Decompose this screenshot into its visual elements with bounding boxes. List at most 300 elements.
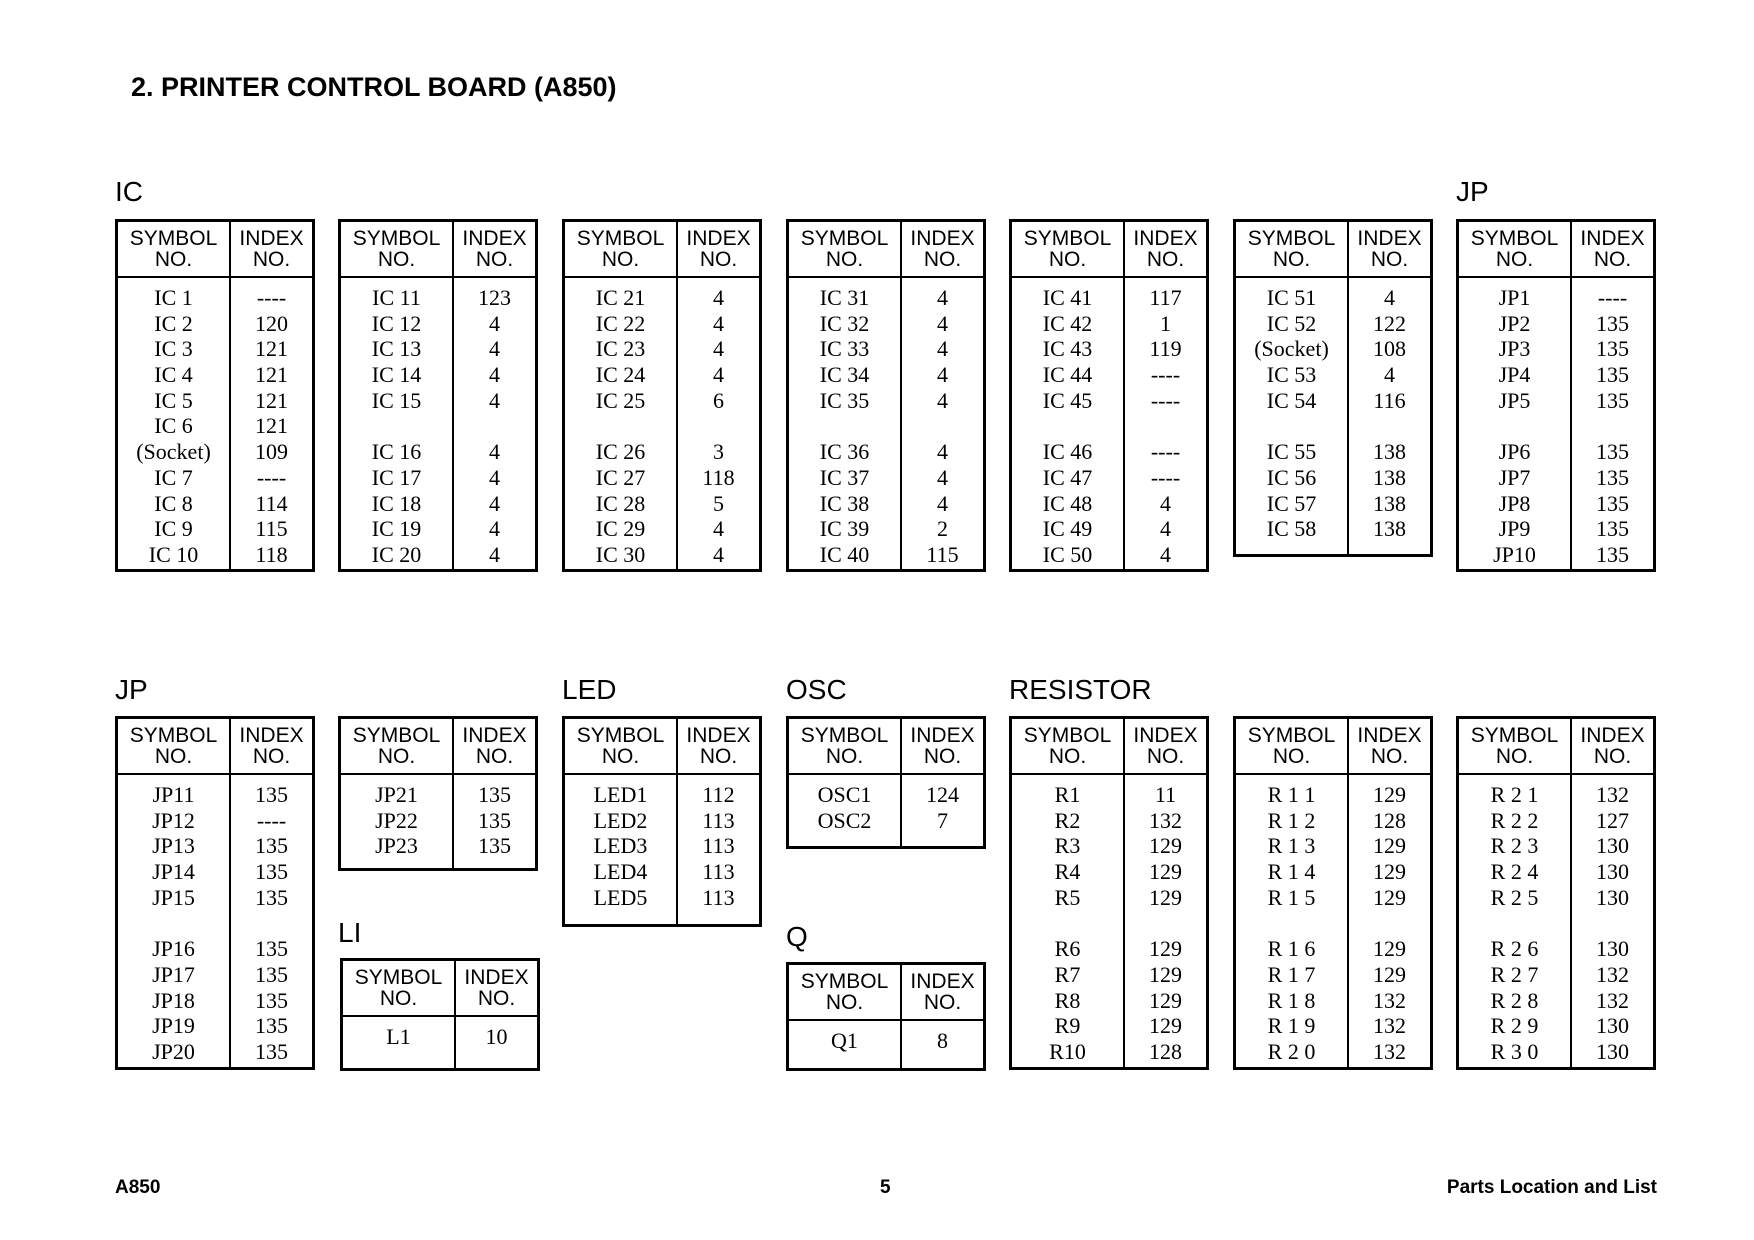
- symbol-cell: JP21: [375, 782, 418, 807]
- index-cell: [1349, 910, 1430, 936]
- index-cell: 108: [1373, 336, 1406, 362]
- symbol-cell: R 1 8: [1267, 987, 1316, 1013]
- index-no-header: INDEX NO.: [462, 227, 527, 271]
- symbol-column: [118, 775, 231, 1067]
- symbol-cell: IC 17: [371, 464, 422, 490]
- ic-table-3: [562, 219, 762, 572]
- footer-section-title: Parts Location and List: [1446, 1177, 1657, 1198]
- symbol-cell: IC 34: [819, 362, 870, 388]
- symbol-cell: OSC1: [817, 782, 872, 807]
- index-column: [678, 775, 759, 924]
- index-cell: 130: [1596, 936, 1629, 962]
- symbol-cell: IC 38: [819, 490, 870, 516]
- symbol-cell: R 1 1: [1267, 782, 1316, 807]
- index-cell: 129: [1373, 936, 1406, 962]
- jp-table-1: [1456, 219, 1656, 572]
- index-cell: 118: [255, 541, 288, 567]
- symbol-no-header: SYMBOL NO.: [343, 961, 456, 1015]
- index-cell: 123: [478, 285, 511, 310]
- index-cell: 135: [1596, 310, 1629, 336]
- index-cell: 135: [255, 1038, 288, 1064]
- index-cell: 113: [702, 833, 735, 859]
- index-cell: 4: [713, 285, 724, 310]
- index-cell: 129: [1149, 961, 1182, 987]
- index-cell: 4: [1160, 541, 1171, 567]
- symbol-no-header: SYMBOL NO.: [789, 719, 902, 773]
- symbol-column: [1459, 278, 1572, 569]
- index-cell: 129: [1373, 884, 1406, 910]
- index-cell: 135: [1596, 387, 1629, 413]
- index-no-header: INDEX NO.: [1133, 227, 1198, 271]
- symbol-column: [1012, 775, 1125, 1067]
- symbol-column: [789, 775, 902, 846]
- section-label-li: LI: [338, 917, 362, 948]
- index-cell: 115: [255, 516, 288, 542]
- symbol-no-header: SYMBOL NO.: [1459, 719, 1572, 773]
- section-label-jp-top: JP: [1456, 176, 1489, 207]
- index-cell: 113: [702, 859, 735, 885]
- index-cell: 135: [255, 936, 288, 962]
- symbol-cell: IC 11: [372, 285, 421, 310]
- symbol-cell: R 2 0: [1267, 1038, 1316, 1064]
- index-cell: 109: [255, 439, 288, 465]
- index-cell: 135: [1596, 516, 1629, 542]
- index-cell: 132: [1373, 987, 1406, 1013]
- symbol-cell: [1236, 413, 1347, 439]
- index-cell: 124: [926, 782, 959, 807]
- index-cell: 130: [1596, 859, 1629, 885]
- symbol-cell: IC 31: [819, 285, 870, 310]
- symbol-cell: IC 55: [1266, 439, 1317, 465]
- index-cell: [1572, 413, 1653, 439]
- index-cell: 4: [713, 362, 724, 388]
- index-cell: [1125, 413, 1206, 439]
- index-cell: 132: [1149, 807, 1182, 833]
- index-cell: 4: [937, 336, 948, 362]
- symbol-cell: JP12: [152, 807, 195, 833]
- index-cell: 129: [1149, 884, 1182, 910]
- symbol-column: [1236, 775, 1349, 1067]
- symbol-cell: R6: [1054, 936, 1081, 962]
- index-cell: 4: [1384, 285, 1395, 310]
- index-cell: 4: [937, 285, 948, 310]
- index-no-header: INDEX NO.: [464, 966, 529, 1010]
- index-cell: 121: [255, 413, 288, 439]
- symbol-cell: LED5: [593, 884, 648, 910]
- index-no-header: INDEX NO.: [462, 724, 527, 768]
- index-column: [902, 1021, 983, 1068]
- index-cell: 4: [937, 439, 948, 465]
- symbol-cell: [1012, 910, 1123, 936]
- index-no-header: INDEX NO.: [1580, 227, 1645, 271]
- index-cell: 4: [489, 490, 500, 516]
- index-cell: 135: [1596, 336, 1629, 362]
- symbol-cell: IC 49: [1042, 516, 1093, 542]
- symbol-cell: IC 19: [371, 516, 422, 542]
- symbol-cell: IC 36: [819, 439, 870, 465]
- symbol-cell: IC 24: [595, 362, 646, 388]
- symbol-cell: IC 7: [154, 464, 193, 490]
- index-cell: 130: [1596, 884, 1629, 910]
- index-cell: [454, 413, 535, 439]
- symbol-cell: R 1 5: [1267, 884, 1316, 910]
- index-cell: 128: [1149, 1038, 1182, 1064]
- symbol-cell: R4: [1054, 859, 1081, 885]
- symbol-cell: R 2 4: [1490, 859, 1539, 885]
- index-cell: 4: [937, 387, 948, 413]
- index-cell: 129: [1149, 1013, 1182, 1039]
- index-cell: 138: [1373, 464, 1406, 490]
- symbol-cell: (Socket): [1254, 336, 1329, 362]
- symbol-column: [565, 775, 678, 924]
- index-cell: 132: [1596, 961, 1629, 987]
- index-cell: 4: [713, 310, 724, 336]
- index-cell: 4: [937, 464, 948, 490]
- symbol-cell: IC 15: [371, 387, 422, 413]
- index-column: [231, 775, 312, 1067]
- index-no-header: INDEX NO.: [1580, 724, 1645, 768]
- resistor-table-1: [1009, 716, 1209, 1070]
- symbol-cell: IC 35: [819, 387, 870, 413]
- index-no-header: INDEX NO.: [239, 227, 304, 271]
- index-cell: 6: [713, 387, 724, 413]
- symbol-cell: IC 6: [154, 413, 193, 439]
- symbol-cell: IC 20: [371, 541, 422, 567]
- symbol-column: [1236, 278, 1349, 554]
- symbol-cell: IC 51: [1266, 285, 1317, 310]
- symbol-cell: JP8: [1498, 490, 1531, 516]
- symbol-cell: Q1: [831, 1028, 858, 1053]
- symbol-column: [789, 1021, 902, 1068]
- li-table: [340, 958, 540, 1071]
- index-cell: 135: [255, 987, 288, 1013]
- index-cell: 135: [255, 884, 288, 910]
- index-cell: 2: [937, 516, 948, 542]
- index-cell: 138: [1373, 490, 1406, 516]
- symbol-cell: JP11: [152, 782, 195, 807]
- index-column: [1349, 278, 1430, 554]
- index-cell: 127: [1596, 807, 1629, 833]
- symbol-cell: R 2 5: [1490, 884, 1539, 910]
- index-cell: 135: [1596, 541, 1629, 567]
- symbol-cell: R 1 3: [1267, 833, 1316, 859]
- index-column: [456, 1017, 537, 1068]
- index-cell: 119: [1149, 336, 1182, 362]
- footer-model: A850: [115, 1177, 161, 1198]
- symbol-cell: [341, 413, 452, 439]
- index-column: [1349, 775, 1430, 1067]
- symbol-cell: JP15: [152, 884, 195, 910]
- index-cell: 132: [1373, 1038, 1406, 1064]
- symbol-cell: IC 29: [595, 516, 646, 542]
- symbol-cell: IC 13: [371, 336, 422, 362]
- symbol-column: [1459, 775, 1572, 1067]
- index-no-header: INDEX NO.: [910, 970, 975, 1014]
- index-column: [902, 775, 983, 846]
- symbol-cell: IC 57: [1266, 490, 1317, 516]
- index-cell: 4: [1160, 516, 1171, 542]
- symbol-cell: OSC2: [817, 807, 872, 833]
- symbol-cell: JP5: [1498, 387, 1531, 413]
- symbol-column: [565, 278, 678, 569]
- symbol-cell: IC 56: [1266, 464, 1317, 490]
- footer-page-number: 5: [880, 1177, 891, 1198]
- index-cell: 129: [1373, 961, 1406, 987]
- symbol-cell: [789, 413, 900, 439]
- symbol-cell: JP2: [1498, 310, 1531, 336]
- symbol-cell: IC 44: [1042, 362, 1093, 388]
- symbol-no-header: SYMBOL NO.: [565, 222, 678, 276]
- symbol-cell: R 1 6: [1267, 936, 1316, 962]
- resistor-table-3: [1456, 716, 1656, 1070]
- symbol-cell: IC 12: [371, 310, 422, 336]
- symbol-cell: IC 27: [595, 464, 646, 490]
- symbol-cell: R 2 8: [1490, 987, 1539, 1013]
- symbol-cell: JP1: [1498, 285, 1531, 310]
- index-cell: 4: [713, 336, 724, 362]
- index-cell: [1572, 910, 1653, 936]
- symbol-cell: [1459, 413, 1570, 439]
- symbol-cell: R 2 2: [1490, 807, 1539, 833]
- index-no-header: INDEX NO.: [910, 724, 975, 768]
- index-cell: 112: [702, 782, 735, 807]
- symbol-column: [343, 1017, 456, 1068]
- index-cell: 135: [478, 782, 511, 807]
- symbol-cell: JP22: [375, 807, 418, 833]
- symbol-cell: JP23: [375, 833, 418, 859]
- index-cell: 113: [702, 884, 735, 910]
- symbol-cell: IC 42: [1042, 310, 1093, 336]
- symbol-cell: [565, 413, 676, 439]
- index-cell: 129: [1373, 782, 1406, 807]
- index-cell: 135: [478, 807, 511, 833]
- index-cell: 135: [478, 833, 511, 859]
- index-cell: ----: [1597, 285, 1628, 310]
- symbol-cell: IC 18: [371, 490, 422, 516]
- symbol-cell: IC 39: [819, 516, 870, 542]
- resistor-table-2: [1233, 716, 1433, 1070]
- symbol-cell: R5: [1054, 884, 1081, 910]
- jp-table-2: [115, 716, 315, 1070]
- symbol-cell: JP16: [152, 936, 195, 962]
- symbol-no-header: SYMBOL NO.: [1012, 222, 1125, 276]
- symbol-cell: IC 22: [595, 310, 646, 336]
- index-cell: 4: [937, 362, 948, 388]
- index-cell: 132: [1596, 987, 1629, 1013]
- index-cell: 116: [1373, 387, 1406, 413]
- index-cell: 117: [1149, 285, 1182, 310]
- symbol-cell: IC 47: [1042, 464, 1093, 490]
- symbol-no-header: SYMBOL NO.: [789, 222, 902, 276]
- symbol-cell: IC 45: [1042, 387, 1093, 413]
- symbol-cell: [1012, 413, 1123, 439]
- symbol-cell: R10: [1049, 1038, 1086, 1064]
- symbol-cell: [118, 910, 229, 936]
- index-cell: [1349, 413, 1430, 439]
- index-cell: 130: [1596, 1038, 1629, 1064]
- symbol-cell: R 3 0: [1490, 1038, 1539, 1064]
- index-cell: 121: [255, 362, 288, 388]
- symbol-column: [341, 278, 454, 569]
- index-cell: 7: [937, 807, 948, 833]
- symbol-cell: JP3: [1498, 336, 1531, 362]
- index-cell: 135: [1596, 490, 1629, 516]
- symbol-no-header: SYMBOL NO.: [565, 719, 678, 773]
- index-cell: 113: [702, 807, 735, 833]
- index-cell: 135: [1596, 464, 1629, 490]
- index-cell: 3: [713, 439, 724, 465]
- index-cell: 4: [1160, 490, 1171, 516]
- symbol-cell: JP7: [1498, 464, 1531, 490]
- symbol-column: [1012, 278, 1125, 569]
- index-cell: 135: [255, 1013, 288, 1039]
- index-column: [902, 278, 983, 569]
- symbol-cell: IC 3: [154, 336, 193, 362]
- index-cell: 4: [1384, 362, 1395, 388]
- index-cell: 115: [926, 541, 959, 567]
- symbol-cell: JP6: [1498, 439, 1531, 465]
- symbol-cell: LED3: [593, 833, 648, 859]
- symbol-cell: IC 40: [819, 541, 870, 567]
- ic-table-6: [1233, 219, 1433, 557]
- symbol-cell: (Socket): [136, 439, 211, 465]
- symbol-no-header: SYMBOL NO.: [789, 965, 902, 1019]
- symbol-cell: JP17: [152, 961, 195, 987]
- index-cell: 11: [1154, 782, 1177, 807]
- symbol-cell: [1459, 910, 1570, 936]
- symbol-cell: LED2: [593, 807, 648, 833]
- index-cell: 129: [1149, 859, 1182, 885]
- index-cell: 129: [1149, 987, 1182, 1013]
- symbol-cell: R 1 4: [1267, 859, 1316, 885]
- index-no-header: INDEX NO.: [686, 227, 751, 271]
- symbol-cell: R 2 7: [1490, 961, 1539, 987]
- ic-table-2: [338, 219, 538, 572]
- index-cell: 114: [255, 490, 288, 516]
- symbol-cell: [1236, 910, 1347, 936]
- index-no-header: INDEX NO.: [910, 227, 975, 271]
- index-cell: 121: [255, 387, 288, 413]
- section-label-ic: IC: [115, 176, 143, 207]
- symbol-cell: R 1 7: [1267, 961, 1316, 987]
- symbol-cell: R 2 1: [1490, 782, 1539, 807]
- index-column: [678, 278, 759, 569]
- index-cell: 4: [489, 516, 500, 542]
- symbol-cell: R8: [1054, 987, 1081, 1013]
- index-column: [231, 278, 312, 569]
- led-table: [562, 716, 762, 927]
- symbol-cell: IC 1: [154, 285, 193, 310]
- index-no-header: INDEX NO.: [239, 724, 304, 768]
- symbol-cell: JP9: [1498, 516, 1531, 542]
- index-no-header: INDEX NO.: [1357, 227, 1422, 271]
- index-cell: 129: [1373, 833, 1406, 859]
- symbol-cell: IC 43: [1042, 336, 1093, 362]
- index-column: [454, 775, 535, 868]
- symbol-no-header: SYMBOL NO.: [118, 719, 231, 773]
- symbol-cell: IC 9: [154, 516, 193, 542]
- symbol-cell: R 2 3: [1490, 833, 1539, 859]
- symbol-cell: R 2 9: [1490, 1013, 1539, 1039]
- symbol-cell: IC 48: [1042, 490, 1093, 516]
- symbol-cell: JP20: [152, 1038, 195, 1064]
- index-cell: 10: [485, 1024, 508, 1049]
- index-no-header: INDEX NO.: [1133, 724, 1198, 768]
- symbol-cell: R9: [1054, 1013, 1081, 1039]
- index-cell: 4: [489, 362, 500, 388]
- symbol-no-header: SYMBOL NO.: [1236, 719, 1349, 773]
- index-cell: 138: [1373, 516, 1406, 542]
- symbol-cell: IC 4: [154, 362, 193, 388]
- symbol-cell: JP18: [152, 987, 195, 1013]
- index-cell: [1125, 910, 1206, 936]
- index-cell: 120: [255, 310, 288, 336]
- symbol-cell: IC 54: [1266, 387, 1317, 413]
- section-label-resistor: RESISTOR: [1009, 674, 1152, 705]
- symbol-no-header: SYMBOL NO.: [1459, 222, 1572, 276]
- symbol-cell: IC 28: [595, 490, 646, 516]
- symbol-cell: R 1 9: [1267, 1013, 1316, 1039]
- symbol-cell: JP19: [152, 1013, 195, 1039]
- page-title: 2. PRINTER CONTROL BOARD (A850): [131, 72, 617, 102]
- symbol-cell: IC 30: [595, 541, 646, 567]
- symbol-cell: R1: [1054, 782, 1081, 807]
- index-cell: 129: [1149, 833, 1182, 859]
- index-cell: 118: [702, 464, 735, 490]
- index-cell: ----: [1150, 439, 1181, 465]
- symbol-cell: IC 26: [595, 439, 646, 465]
- index-cell: 4: [489, 541, 500, 567]
- index-cell: 4: [713, 541, 724, 567]
- ic-table-1: [115, 219, 315, 572]
- ic-table-4: [786, 219, 986, 572]
- index-cell: 4: [489, 310, 500, 336]
- symbol-cell: JP13: [152, 833, 195, 859]
- index-cell: 135: [255, 961, 288, 987]
- index-cell: ----: [256, 464, 287, 490]
- index-cell: 130: [1596, 833, 1629, 859]
- symbol-cell: JP14: [152, 859, 195, 885]
- index-cell: 4: [489, 387, 500, 413]
- index-cell: 4: [489, 464, 500, 490]
- symbol-cell: R2: [1054, 807, 1081, 833]
- symbol-cell: R 1 2: [1267, 807, 1316, 833]
- index-cell: 122: [1373, 310, 1406, 336]
- symbol-cell: IC 2: [154, 310, 193, 336]
- index-cell: [902, 413, 983, 439]
- index-column: [1125, 278, 1206, 569]
- index-cell: 129: [1149, 936, 1182, 962]
- symbol-cell: IC 33: [819, 336, 870, 362]
- symbol-cell: IC 14: [371, 362, 422, 388]
- q-table: [786, 962, 986, 1071]
- index-cell: 135: [255, 833, 288, 859]
- index-cell: 4: [489, 439, 500, 465]
- symbol-cell: R3: [1054, 833, 1081, 859]
- index-cell: 4: [489, 336, 500, 362]
- symbol-column: [341, 775, 454, 868]
- symbol-no-header: SYMBOL NO.: [118, 222, 231, 276]
- index-cell: 1: [1160, 310, 1171, 336]
- symbol-cell: IC 10: [148, 541, 199, 567]
- symbol-no-header: SYMBOL NO.: [1236, 222, 1349, 276]
- index-cell: 5: [713, 490, 724, 516]
- index-column: [454, 278, 535, 569]
- index-cell: 8: [937, 1028, 948, 1053]
- symbol-cell: IC 8: [154, 490, 193, 516]
- jp-table-3: [338, 716, 538, 871]
- symbol-cell: JP4: [1498, 362, 1531, 388]
